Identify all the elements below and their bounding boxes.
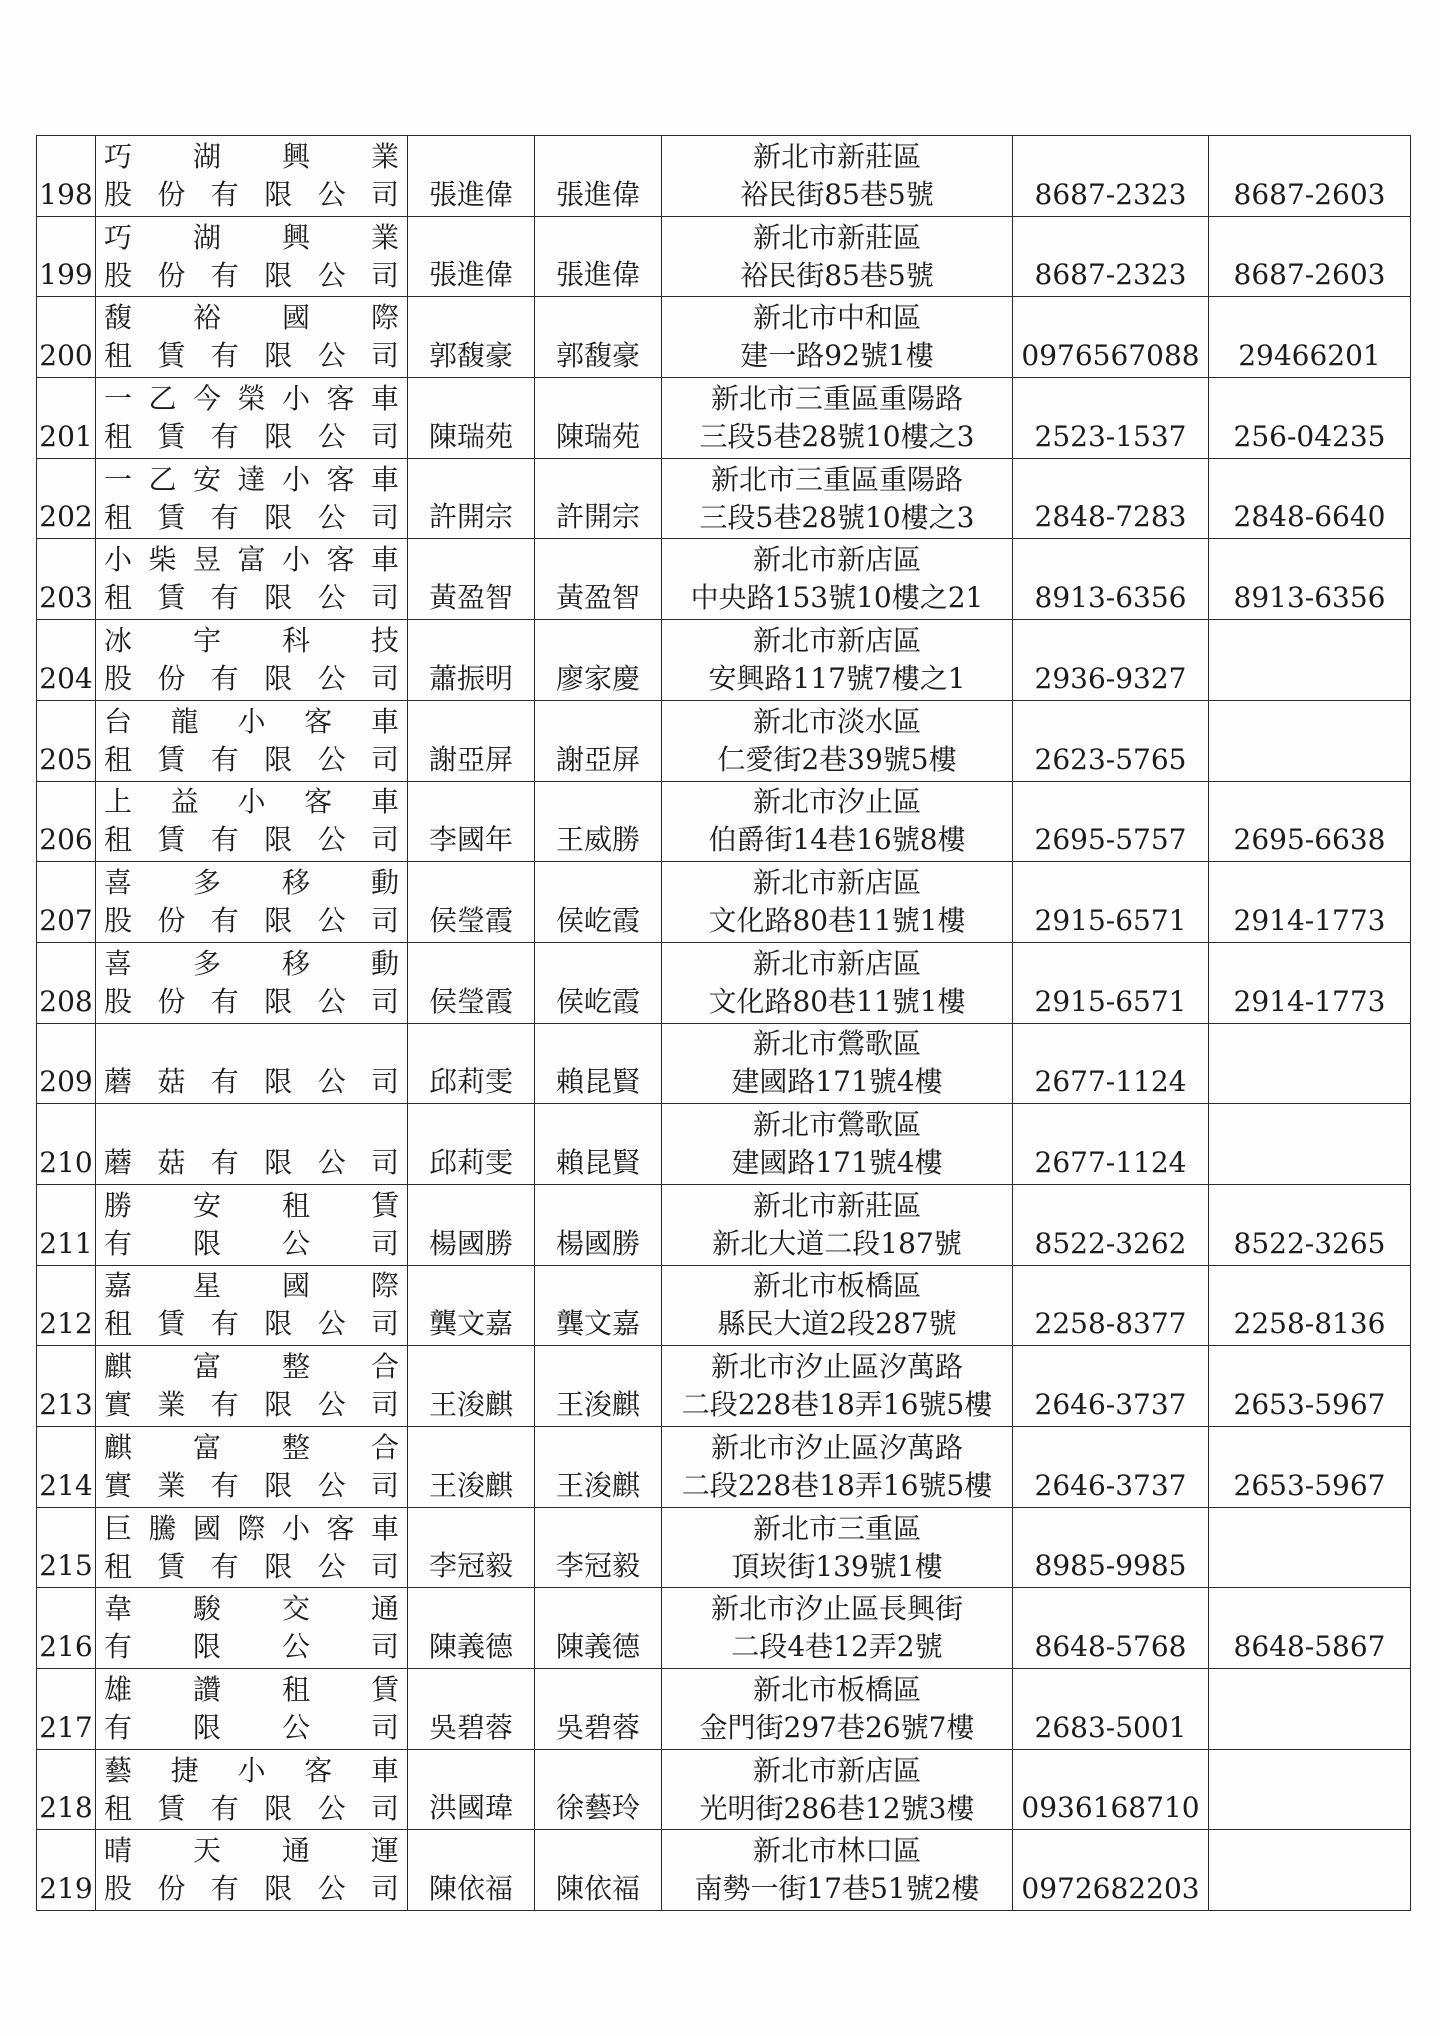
company-name <box>96 458 408 539</box>
company-name-line: 藝 捷 小 客 車 <box>104 1753 401 1787</box>
address <box>662 1023 1013 1104</box>
address-line: 三段5巷28號10樓之3 <box>699 419 975 453</box>
address <box>662 378 1013 459</box>
fax-number: 8648-5867 <box>1209 1588 1411 1669</box>
row-number: 204 <box>37 620 96 701</box>
fax-number: 2914-1773 <box>1209 942 1411 1023</box>
row-number: 200 <box>37 297 96 378</box>
address-line: 二段4巷12弄2號 <box>731 1630 943 1664</box>
responsible-person: 陳義德 <box>408 1588 535 1669</box>
row-number: 217 <box>37 1669 96 1750</box>
responsible-person: 李冠毅 <box>408 1507 535 1588</box>
address-line: 新北市汐止區 <box>752 785 921 819</box>
row-number: 211 <box>37 1184 96 1265</box>
address <box>662 1427 1013 1508</box>
table-row <box>37 700 1411 781</box>
address-line: 新北市中和區 <box>752 301 921 335</box>
table-row <box>37 620 1411 701</box>
responsible-person: 龔文嘉 <box>408 1265 535 1346</box>
row-number: 214 <box>37 1427 96 1508</box>
company-name-line: 一乙今榮小客車 <box>104 381 401 415</box>
company-name-line: 租 賃 有 限 公 司 <box>104 742 401 776</box>
address-line: 新北市新店區 <box>752 1753 921 1787</box>
fax-number <box>1209 620 1411 701</box>
contact-person: 王浚麒 <box>535 1427 662 1508</box>
company-name-line: 巨騰國際小客車 <box>104 1511 401 1545</box>
address-line: 新北市板橋區 <box>752 1672 921 1706</box>
contact-person: 李冠毅 <box>535 1507 662 1588</box>
table-row <box>37 781 1411 862</box>
address <box>662 1184 1013 1265</box>
company-name <box>96 1023 408 1104</box>
contact-person: 謝亞屏 <box>535 700 662 781</box>
company-name-line: 喜 多 移 動 <box>104 946 401 980</box>
phone-number: 0976567088 <box>1013 297 1209 378</box>
responsible-person: 邱莉雯 <box>408 1023 535 1104</box>
company-name-line: 租 賃 有 限 公 司 <box>104 1307 401 1341</box>
company-name-line: 租 賃 有 限 公 司 <box>104 339 401 373</box>
address <box>662 700 1013 781</box>
fax-number: 8687-2603 <box>1209 136 1411 217</box>
responsible-person: 王浚麒 <box>408 1427 535 1508</box>
company-name <box>96 1184 408 1265</box>
address <box>662 1588 1013 1669</box>
phone-number: 2623-5765 <box>1013 700 1209 781</box>
contact-person: 黃盈智 <box>535 539 662 620</box>
phone-number: 2677-1124 <box>1013 1023 1209 1104</box>
company-name <box>96 1265 408 1346</box>
table-row <box>37 942 1411 1023</box>
address-line: 新北市林口區 <box>752 1834 921 1868</box>
address <box>662 1669 1013 1750</box>
table-row <box>37 1669 1411 1750</box>
phone-number: 2646-3737 <box>1013 1346 1209 1427</box>
contact-person: 侯屹霞 <box>535 862 662 943</box>
table-row <box>37 862 1411 943</box>
phone-number: 0936168710 <box>1013 1749 1209 1830</box>
table-row <box>37 297 1411 378</box>
responsible-person: 吳碧蓉 <box>408 1669 535 1750</box>
contact-person: 吳碧蓉 <box>535 1669 662 1750</box>
company-name-line: 麒 富 整 合 <box>104 1350 401 1384</box>
responsible-person: 邱莉雯 <box>408 1104 535 1185</box>
fax-number: 2653-5967 <box>1209 1427 1411 1508</box>
address-line: 中央路153號10樓之21 <box>690 581 984 615</box>
address-line: 文化路80巷11號1樓 <box>708 904 966 938</box>
company-name <box>96 539 408 620</box>
phone-number: 2683-5001 <box>1013 1669 1209 1750</box>
contact-person: 張進偉 <box>535 136 662 217</box>
company-name-line: 租 賃 有 限 公 司 <box>104 1549 401 1583</box>
fax-number: 29466201 <box>1209 297 1411 378</box>
responsible-person: 張進偉 <box>408 136 535 217</box>
company-name-line: 股 份 有 限 公 司 <box>104 661 401 695</box>
company-name-line: 喜 多 移 動 <box>104 866 401 900</box>
fax-number <box>1209 1507 1411 1588</box>
table-row <box>37 1427 1411 1508</box>
company-name-line: 韋 駿 交 通 <box>104 1592 401 1626</box>
fax-number: 2695-6638 <box>1209 781 1411 862</box>
fax-number <box>1209 1830 1411 1911</box>
row-number: 212 <box>37 1265 96 1346</box>
row-number: 203 <box>37 539 96 620</box>
company-name <box>96 136 408 217</box>
table-row <box>37 1507 1411 1588</box>
fax-number: 8687-2603 <box>1209 216 1411 297</box>
company-name-line: 巧 湖 興 業 <box>104 220 401 254</box>
company-name-line: 台 龍 小 客 車 <box>104 704 401 738</box>
fax-number <box>1209 1104 1411 1185</box>
address <box>662 620 1013 701</box>
responsible-person: 侯瑩霞 <box>408 942 535 1023</box>
address-line: 頂崁街139號1樓 <box>731 1549 943 1583</box>
company-name-line: 有 限 公 司 <box>104 1710 401 1744</box>
address-line: 文化路80巷11號1樓 <box>708 984 966 1018</box>
row-number: 201 <box>37 378 96 459</box>
row-number: 207 <box>37 862 96 943</box>
fax-number: 2653-5967 <box>1209 1346 1411 1427</box>
address <box>662 539 1013 620</box>
company-name-line: 股 份 有 限 公 司 <box>104 904 401 938</box>
company-name-line: 冰 宇 科 技 <box>104 623 401 657</box>
address <box>662 458 1013 539</box>
address <box>662 216 1013 297</box>
fax-number <box>1209 1023 1411 1104</box>
company-name <box>96 700 408 781</box>
address-line: 裕民街85巷5號 <box>740 258 934 292</box>
company-name <box>96 297 408 378</box>
phone-number: 0972682203 <box>1013 1830 1209 1911</box>
company-name-line: 有 限 公 司 <box>104 1630 401 1664</box>
contact-person: 廖家慶 <box>535 620 662 701</box>
company-name <box>96 620 408 701</box>
address <box>662 1346 1013 1427</box>
address-line: 裕民街85巷5號 <box>740 177 934 211</box>
contact-person: 賴昆賢 <box>535 1023 662 1104</box>
address-line: 新北市新莊區 <box>752 220 921 254</box>
address-line: 仁愛街2巷39號5樓 <box>717 742 957 776</box>
address-line: 新北市新店區 <box>752 543 921 577</box>
contact-person: 張進偉 <box>535 216 662 297</box>
responsible-person: 黃盈智 <box>408 539 535 620</box>
table-row <box>37 1265 1411 1346</box>
row-number: 210 <box>37 1104 96 1185</box>
company-name-line: 實 業 有 限 公 司 <box>104 1468 401 1502</box>
responsible-person: 楊國勝 <box>408 1184 535 1265</box>
company-name <box>96 1104 408 1185</box>
table-row <box>37 1184 1411 1265</box>
table-row <box>37 1588 1411 1669</box>
contact-person: 徐藝玲 <box>535 1749 662 1830</box>
company-name-line: 有 限 公 司 <box>104 1226 401 1260</box>
fax-number: 8913-6356 <box>1209 539 1411 620</box>
company-name <box>96 942 408 1023</box>
row-number: 219 <box>37 1830 96 1911</box>
contact-person: 楊國勝 <box>535 1184 662 1265</box>
address <box>662 297 1013 378</box>
address <box>662 1265 1013 1346</box>
row-number: 199 <box>37 216 96 297</box>
address-line: 新北市板橋區 <box>752 1269 921 1303</box>
company-name-line: 租 賃 有 限 公 司 <box>104 823 401 857</box>
company-name-line: 一乙安達小客車 <box>104 462 401 496</box>
table-row <box>37 1104 1411 1185</box>
company-name-line: 麒 富 整 合 <box>104 1430 401 1464</box>
fax-number <box>1209 1669 1411 1750</box>
address-line: 光明街286巷12號3樓 <box>699 1791 975 1825</box>
company-name-line <box>104 1106 401 1144</box>
address-line: 南勢一街17巷51號2樓 <box>694 1872 980 1906</box>
responsible-person: 許開宗 <box>408 458 535 539</box>
address <box>662 942 1013 1023</box>
company-name-line: 蘑 菇 有 限 公 司 <box>104 1065 401 1099</box>
phone-number: 8648-5768 <box>1013 1588 1209 1669</box>
company-name-line: 雄 讚 租 賃 <box>104 1672 401 1706</box>
company-name <box>96 862 408 943</box>
company-name-line: 勝 安 租 賃 <box>104 1188 401 1222</box>
table-row <box>37 216 1411 297</box>
address-line: 新北市淡水區 <box>752 704 921 738</box>
company-name <box>96 781 408 862</box>
row-number: 216 <box>37 1588 96 1669</box>
contact-person: 賴昆賢 <box>535 1104 662 1185</box>
address <box>662 136 1013 217</box>
contact-person: 王威勝 <box>535 781 662 862</box>
responsible-person: 侯瑩霞 <box>408 862 535 943</box>
company-name <box>96 1507 408 1588</box>
responsible-person: 李國年 <box>408 781 535 862</box>
address-line: 新北市汐止區長興街 <box>710 1592 963 1626</box>
address-line: 新北市新店區 <box>752 946 921 980</box>
table-row <box>37 136 1411 217</box>
company-name <box>96 1346 408 1427</box>
phone-number: 8687-2323 <box>1013 216 1209 297</box>
address-line: 新北市三重區 <box>752 1511 921 1545</box>
phone-number: 2915-6571 <box>1013 942 1209 1023</box>
address-line: 新北市汐止區汐萬路 <box>710 1350 963 1384</box>
phone-number: 8913-6356 <box>1013 539 1209 620</box>
address <box>662 1507 1013 1588</box>
row-number: 215 <box>37 1507 96 1588</box>
responsible-person: 蕭振明 <box>408 620 535 701</box>
address-line: 建國路171號4樓 <box>731 1065 943 1099</box>
responsible-person: 洪國瑋 <box>408 1749 535 1830</box>
company-name-line: 小柴昱富小客車 <box>104 543 401 577</box>
company-name-line: 股 份 有 限 公 司 <box>104 177 401 211</box>
address-line: 新北市汐止區汐萬路 <box>710 1430 963 1464</box>
address-line: 二段228巷18弄16號5樓 <box>681 1468 993 1502</box>
phone-number: 2677-1124 <box>1013 1104 1209 1185</box>
contact-person: 王浚麒 <box>535 1346 662 1427</box>
row-number: 208 <box>37 942 96 1023</box>
phone-number: 2523-1537 <box>1013 378 1209 459</box>
fax-number: 2914-1773 <box>1209 862 1411 943</box>
company-name-line: 租 賃 有 限 公 司 <box>104 1791 401 1825</box>
table-row <box>37 1830 1411 1911</box>
table-row <box>37 539 1411 620</box>
address-line: 新北市三重區重陽路 <box>710 381 963 415</box>
phone-number: 8687-2323 <box>1013 136 1209 217</box>
phone-number: 2915-6571 <box>1013 862 1209 943</box>
contact-person: 侯屹霞 <box>535 942 662 1023</box>
address-line: 新北市新店區 <box>752 866 921 900</box>
phone-number: 2936-9327 <box>1013 620 1209 701</box>
row-number: 209 <box>37 1023 96 1104</box>
company-name-line: 股 份 有 限 公 司 <box>104 258 401 292</box>
address-line: 建國路171號4樓 <box>731 1146 943 1180</box>
fax-number <box>1209 700 1411 781</box>
table-row <box>37 1749 1411 1830</box>
company-name <box>96 1830 408 1911</box>
row-number: 202 <box>37 458 96 539</box>
company-name-line: 上 益 小 客 車 <box>104 785 401 819</box>
roster-body <box>37 136 1411 1911</box>
company-name-line: 巧 湖 興 業 <box>104 139 401 173</box>
address-line: 金門街297巷26號7樓 <box>699 1710 975 1744</box>
contact-person: 郭馥豪 <box>535 297 662 378</box>
phone-number: 8522-3262 <box>1013 1184 1209 1265</box>
row-number: 213 <box>37 1346 96 1427</box>
phone-number: 8985-9985 <box>1013 1507 1209 1588</box>
phone-number: 2646-3737 <box>1013 1427 1209 1508</box>
address-line: 新北市新莊區 <box>752 139 921 173</box>
responsible-person: 陳依福 <box>408 1830 535 1911</box>
table-row <box>37 1023 1411 1104</box>
company-name <box>96 1427 408 1508</box>
address-line: 新北市三重區重陽路 <box>710 462 963 496</box>
address-line: 新北市新莊區 <box>752 1188 921 1222</box>
responsible-person: 謝亞屏 <box>408 700 535 781</box>
fax-number: 2848-6640 <box>1209 458 1411 539</box>
address-line: 二段228巷18弄16號5樓 <box>681 1388 993 1422</box>
address <box>662 781 1013 862</box>
contact-person: 陳瑞苑 <box>535 378 662 459</box>
fax-number <box>1209 1749 1411 1830</box>
contact-person: 許開宗 <box>535 458 662 539</box>
address-line: 三段5巷28號10樓之3 <box>699 500 975 534</box>
address <box>662 862 1013 943</box>
contact-person: 陳義德 <box>535 1588 662 1669</box>
responsible-person: 張進偉 <box>408 216 535 297</box>
address-line: 建一路92號1樓 <box>740 339 934 373</box>
phone-number: 2695-5757 <box>1013 781 1209 862</box>
company-name-line <box>104 1025 401 1063</box>
company-name-line: 嘉 星 國 際 <box>104 1269 401 1303</box>
phone-number: 2848-7283 <box>1013 458 1209 539</box>
responsible-person: 王浚麒 <box>408 1346 535 1427</box>
company-name <box>96 1669 408 1750</box>
address <box>662 1104 1013 1185</box>
company-name-line: 實 業 有 限 公 司 <box>104 1388 401 1422</box>
row-number: 198 <box>37 136 96 217</box>
table-row <box>37 458 1411 539</box>
contact-person: 陳依福 <box>535 1830 662 1911</box>
address-line: 新北市鶯歌區 <box>752 1108 921 1142</box>
table-row <box>37 378 1411 459</box>
company-name <box>96 216 408 297</box>
company-name <box>96 378 408 459</box>
company-name <box>96 1749 408 1830</box>
company-name-line: 股 份 有 限 公 司 <box>104 984 401 1018</box>
responsible-person: 陳瑞苑 <box>408 378 535 459</box>
company-name-line: 股 份 有 限 公 司 <box>104 1872 401 1906</box>
fax-number: 8522-3265 <box>1209 1184 1411 1265</box>
company-name-line: 租 賃 有 限 公 司 <box>104 581 401 615</box>
row-number: 205 <box>37 700 96 781</box>
address-line: 伯爵街14巷16號8樓 <box>708 823 966 857</box>
address-line: 縣民大道2段287號 <box>717 1307 957 1341</box>
company-name-line: 蘑 菇 有 限 公 司 <box>104 1146 401 1180</box>
contact-person: 龔文嘉 <box>535 1265 662 1346</box>
phone-number: 2258-8377 <box>1013 1265 1209 1346</box>
responsible-person: 郭馥豪 <box>408 297 535 378</box>
row-number: 206 <box>37 781 96 862</box>
fax-number: 256-04235 <box>1209 378 1411 459</box>
fax-number: 2258-8136 <box>1209 1265 1411 1346</box>
company-name <box>96 1588 408 1669</box>
company-name-line: 晴 天 通 運 <box>104 1834 401 1868</box>
address-line: 新北市新店區 <box>752 623 921 657</box>
table-row <box>37 1346 1411 1427</box>
company-roster-table <box>36 135 1411 1911</box>
address-line: 新北大道二段187號 <box>712 1226 962 1260</box>
address-line: 新北市鶯歌區 <box>752 1027 921 1061</box>
address <box>662 1749 1013 1830</box>
company-name-line: 租 賃 有 限 公 司 <box>104 500 401 534</box>
row-number: 218 <box>37 1749 96 1830</box>
address-line: 安興路117號7樓之1 <box>708 661 966 695</box>
address <box>662 1830 1013 1911</box>
company-name-line: 馥 裕 國 際 <box>104 301 401 335</box>
company-name-line: 租 賃 有 限 公 司 <box>104 419 401 453</box>
